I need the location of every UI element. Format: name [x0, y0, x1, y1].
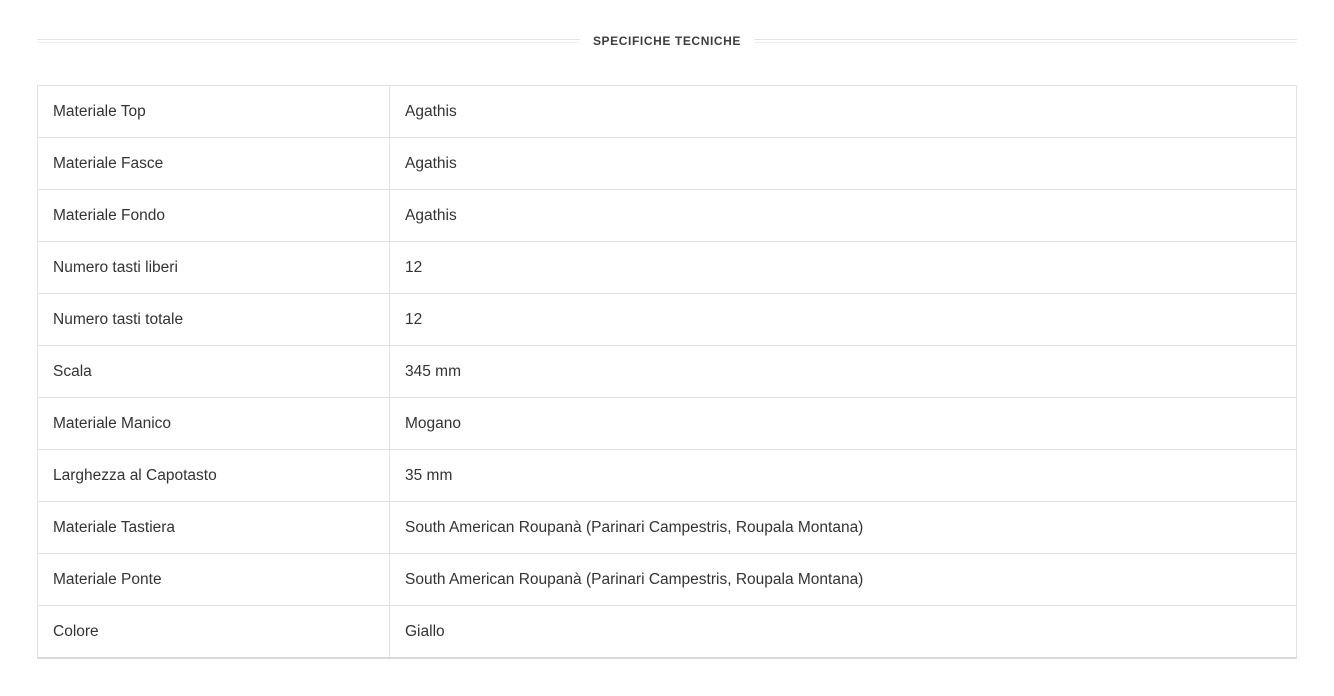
spec-value-cell: Agathis: [390, 86, 1297, 138]
specs-table-body: [38, 86, 1297, 659]
spec-value-cell: Agathis: [390, 138, 1297, 190]
table-row: [38, 190, 1297, 242]
table-row: [38, 294, 1297, 346]
section-header: [37, 34, 1297, 48]
spec-value-cell: 345 mm: [390, 346, 1297, 398]
table-row: [38, 502, 1297, 554]
table-row: [38, 242, 1297, 294]
spec-value-cell: Mogano: [390, 398, 1297, 450]
spec-value-cell: South American Roupanà (Parinari Campestris, Roupala Montana): [390, 502, 1297, 554]
spec-label-cell: Scala: [38, 346, 390, 398]
spec-label-cell: Materiale Manico: [38, 398, 390, 450]
table-row: [38, 606, 1297, 659]
spec-value-cell: Giallo: [390, 606, 1297, 659]
table-row: [38, 138, 1297, 190]
table-row: [38, 86, 1297, 138]
spec-value-cell: 12: [390, 242, 1297, 294]
specs-table: [37, 85, 1297, 659]
spec-label-cell: Materiale Fasce: [38, 138, 390, 190]
table-row: [38, 398, 1297, 450]
spec-value-cell: 12: [390, 294, 1297, 346]
spec-value-cell: South American Roupanà (Parinari Campestris, Roupala Montana): [390, 554, 1297, 606]
spec-value-cell: 35 mm: [390, 450, 1297, 502]
spec-label-cell: Materiale Tastiera: [38, 502, 390, 554]
spec-label-cell: Colore: [38, 606, 390, 659]
spec-label-cell: Materiale Fondo: [38, 190, 390, 242]
spec-label-cell: Materiale Top: [38, 86, 390, 138]
table-row: [38, 346, 1297, 398]
spec-value-cell: Agathis: [390, 190, 1297, 242]
divider-rule-right: [754, 39, 1297, 43]
section-title: SPECIFICHE TECNICHE: [592, 34, 742, 48]
spec-label-cell: Numero tasti liberi: [38, 242, 390, 294]
table-row: [38, 554, 1297, 606]
spec-label-cell: Materiale Ponte: [38, 554, 390, 606]
table-row: [38, 450, 1297, 502]
spec-label-cell: Larghezza al Capotasto: [38, 450, 390, 502]
divider-rule-left: [37, 39, 580, 43]
spec-label-cell: Numero tasti totale: [38, 294, 390, 346]
